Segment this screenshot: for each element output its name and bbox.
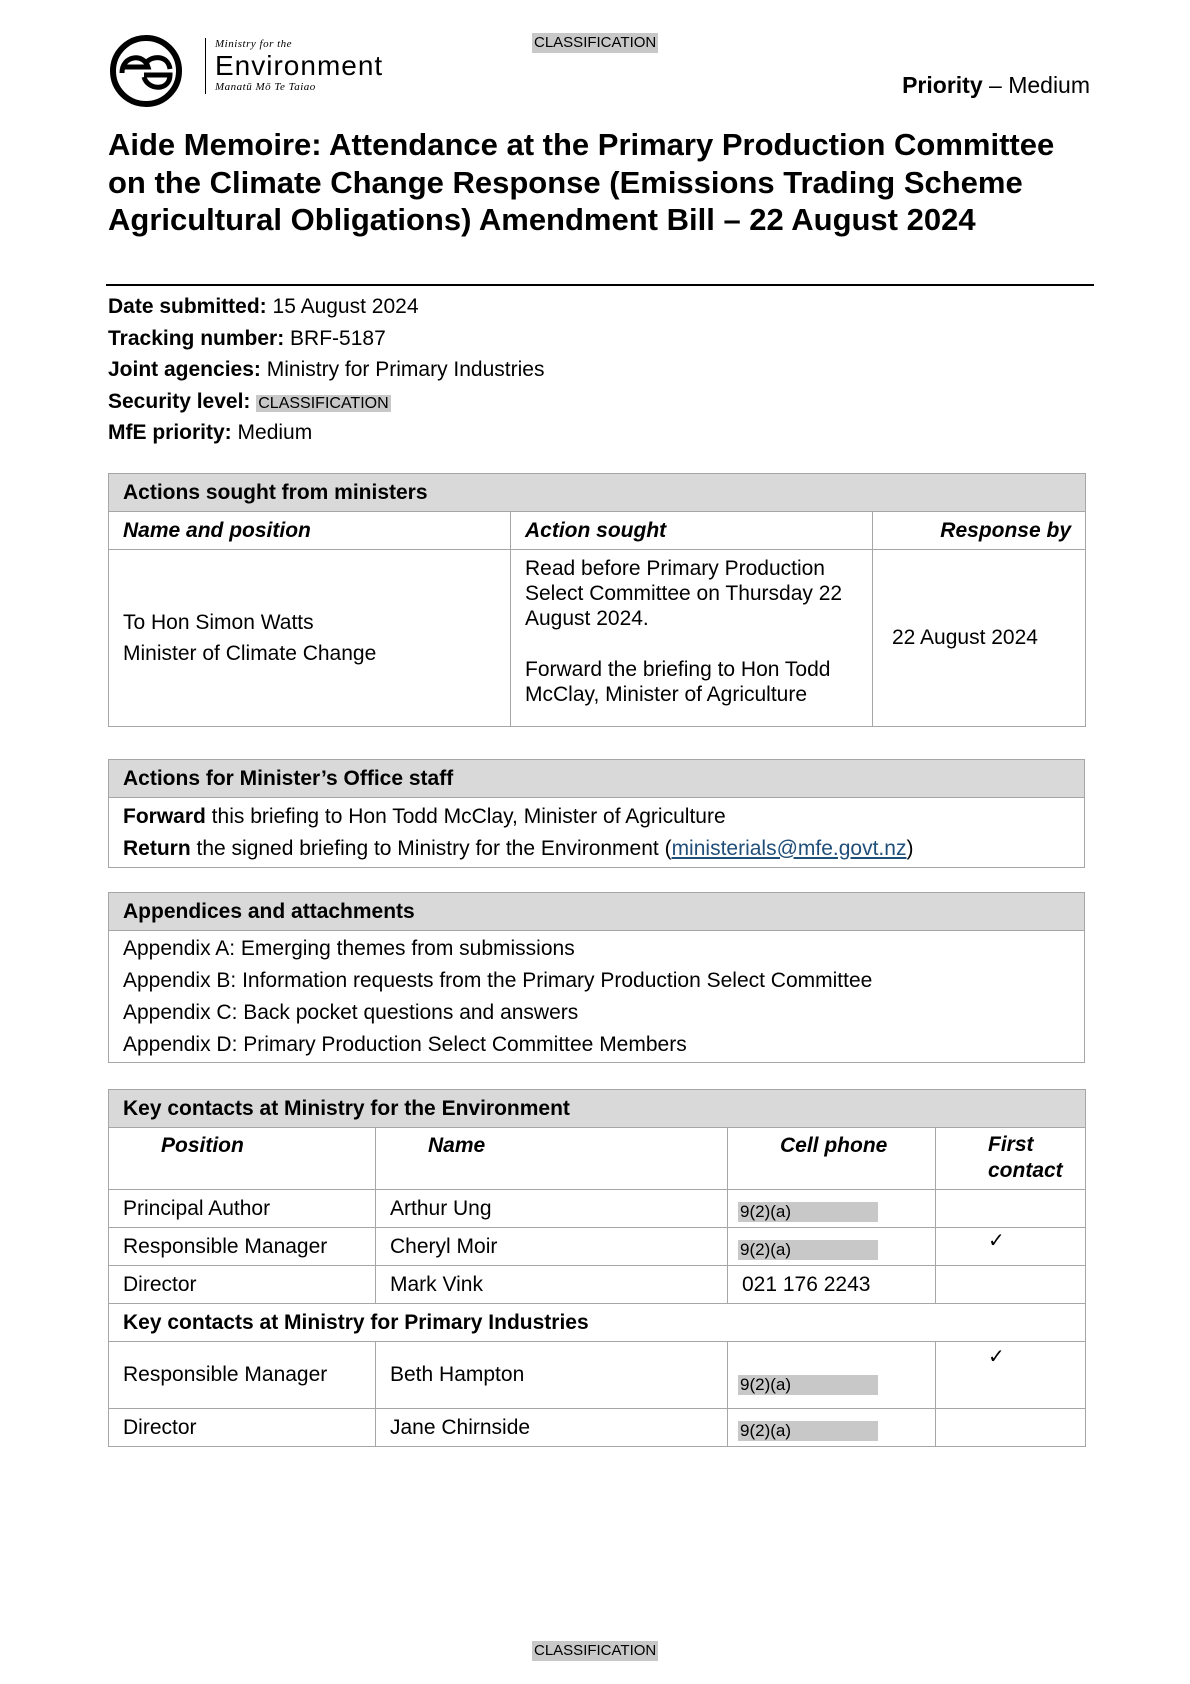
response-by-value: 22 August 2024	[873, 550, 1086, 727]
redacted-phone: 9(2)(a)	[738, 1375, 878, 1395]
contact-phone: 021 176 2243	[728, 1266, 936, 1304]
contact-position: Principal Author	[109, 1190, 376, 1228]
check-icon: ✓	[936, 1228, 1086, 1266]
table-row	[109, 1190, 1086, 1228]
logo-maori-text: Manatū Mō Te Taiao	[215, 81, 316, 93]
metadata-block	[108, 291, 544, 449]
redacted-phone: 9(2)(a)	[738, 1202, 878, 1222]
contact-position: Responsible Manager	[109, 1342, 376, 1409]
footer-classification: CLASSIFICATION	[534, 1642, 657, 1659]
meta-agencies: Joint agencies: Ministry for Primary Industries	[108, 358, 545, 381]
logo-environment-text: Environment	[215, 50, 384, 81]
appendices-heading: Appendices and attachments	[109, 893, 1085, 931]
contacts-mfe-heading: Key contacts at Ministry for the Environment	[109, 1090, 1086, 1128]
contact-position: Director	[109, 1409, 376, 1447]
appendices-list	[109, 931, 1085, 1063]
action-forward: Forward the briefing to Hon Todd McClay, Minister of Agriculture	[525, 658, 831, 706]
minister-name-cell	[109, 550, 511, 727]
contact-name: Cheryl Moir	[376, 1228, 728, 1266]
contact-position: Director	[109, 1266, 376, 1304]
meta-security: Security level: CLASSIFICATION	[108, 389, 389, 413]
actions-office-body	[109, 798, 1085, 868]
redacted-phone: 9(2)(a)	[738, 1240, 878, 1260]
forward-instruction: Forward this briefing to Hon Todd McClay, Minister of Agriculture	[123, 804, 726, 828]
actions-ministers-heading: Actions sought from ministers	[109, 474, 1086, 512]
document-title: Aide Memoire: Attendance at the Primary Production Committee on the Climate Change Response (Emissions Trading Scheme Agricultural Obligations) Amendment Bill – 22 August 2024	[108, 127, 1055, 237]
check-icon: ✓	[936, 1342, 1086, 1409]
first-contact-cell	[936, 1190, 1086, 1228]
table-row	[109, 1409, 1086, 1447]
meta-priority: MfE priority: Medium	[108, 421, 313, 444]
first-contact-cell	[936, 1266, 1086, 1304]
key-contacts-table	[108, 1089, 1086, 1447]
col-response-by: Response by	[873, 512, 1086, 550]
first-contact-cell	[936, 1409, 1086, 1447]
appendix-item: Appendix A: Emerging themes from submissions	[123, 936, 575, 960]
ministerials-email-link[interactable]: ministerials@mfe.govt.nz	[671, 836, 907, 860]
col-action-sought: Action sought	[511, 512, 873, 550]
priority-value: – Medium	[989, 72, 1090, 98]
actions-office-heading: Actions for Minister’s Office staff	[109, 760, 1085, 798]
contact-name: Mark Vink	[376, 1266, 728, 1304]
priority-label: Priority	[902, 72, 983, 98]
appendix-item: Appendix B: Information requests from the Primary Production Select Committee	[123, 968, 873, 992]
appendix-item: Appendix D: Primary Production Select Committee Members	[123, 1032, 687, 1056]
return-instruction: Return the signed briefing to Ministry for the Environment (ministerials@mfe.govt.nz)	[123, 836, 914, 860]
col-position: Position	[109, 1128, 376, 1190]
logo-ministry-text: Ministry for the	[215, 38, 293, 50]
appendix-item: Appendix C: Back pocket questions and answers	[123, 1000, 579, 1024]
mfe-logo-icon	[108, 33, 184, 109]
title-rule	[106, 284, 1094, 286]
security-classification: CLASSIFICATION	[258, 394, 389, 412]
meta-tracking: Tracking number: BRF-5187	[108, 326, 386, 350]
logo-wordmark	[205, 38, 435, 94]
minister-position: Minister of Climate Change	[123, 642, 377, 665]
minister-name: To Hon Simon Watts	[123, 611, 314, 634]
meta-date: Date submitted: 15 August 2024	[108, 295, 419, 318]
col-cell-phone: Cell phone	[728, 1128, 936, 1190]
appendices-table	[108, 892, 1085, 1063]
contact-name: Beth Hampton	[376, 1342, 728, 1409]
col-name: Name	[376, 1128, 728, 1190]
header-classification: CLASSIFICATION	[534, 34, 657, 51]
table-row	[109, 1266, 1086, 1304]
col-first-contact: First contact	[936, 1128, 1086, 1190]
table-row	[109, 1342, 1086, 1409]
table-row	[109, 1228, 1086, 1266]
priority	[902, 72, 1090, 99]
col-name-position: Name and position	[109, 512, 511, 550]
contacts-mpi-heading: Key contacts at Ministry for Primary Industries	[109, 1304, 1086, 1342]
actions-ministers-table	[108, 473, 1086, 727]
contact-name: Jane Chirnside	[376, 1409, 728, 1447]
action-read: Read before Primary Production Select Committee on Thursday 22 August 2024.	[525, 557, 843, 630]
redacted-phone: 9(2)(a)	[738, 1421, 878, 1441]
actions-office-table	[108, 759, 1085, 868]
contact-name: Arthur Ung	[376, 1190, 728, 1228]
action-sought-cell	[511, 550, 873, 727]
contact-position: Responsible Manager	[109, 1228, 376, 1266]
